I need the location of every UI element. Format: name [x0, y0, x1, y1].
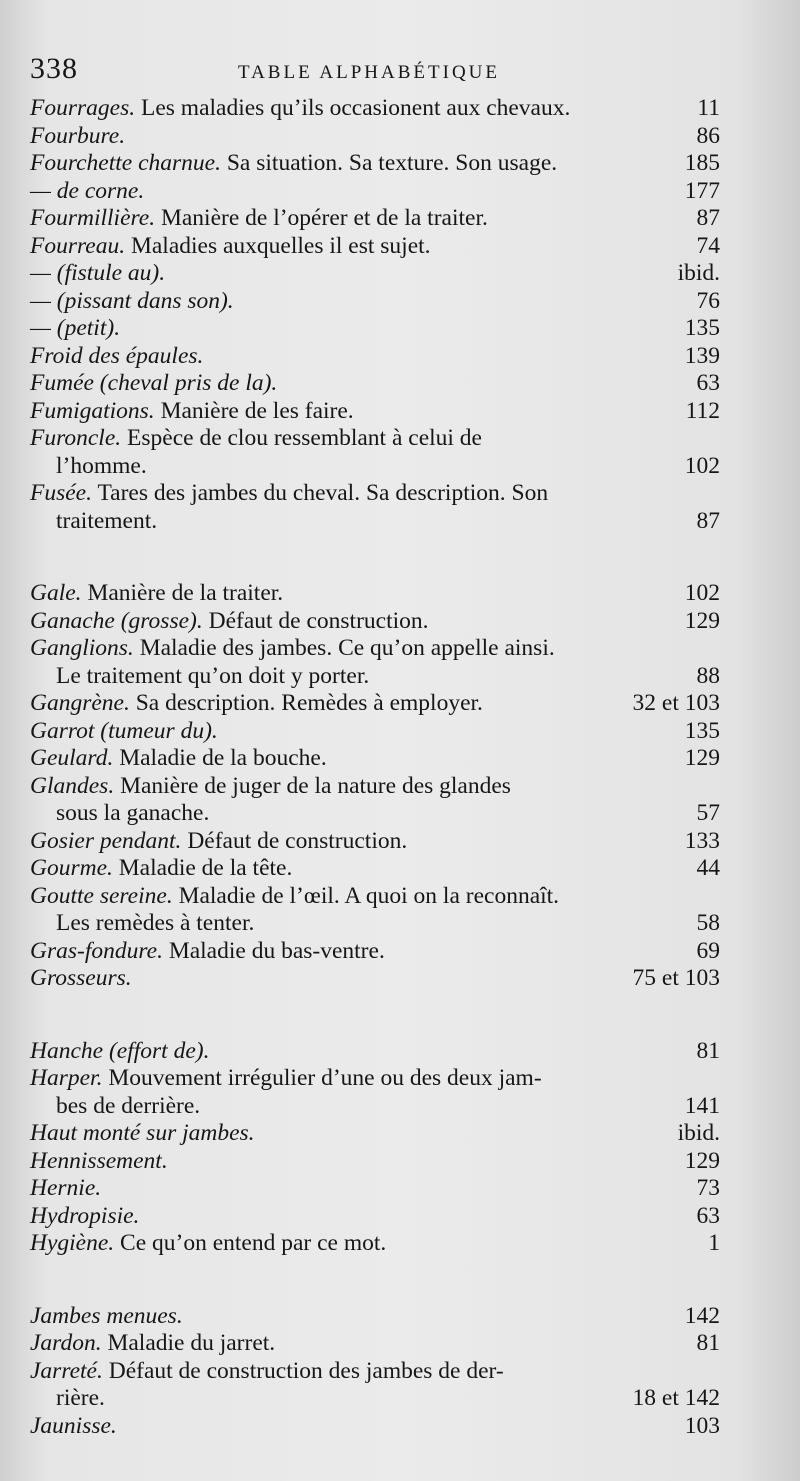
index-entry [30, 425, 720, 480]
entry-page-reference: 129 [684, 607, 720, 634]
entry-page-reference: 135 [684, 717, 720, 744]
index-entry [30, 1038, 720, 1066]
index-entry [30, 1203, 720, 1231]
entry-page-reference: 18 et 142 [632, 1385, 720, 1411]
index-section-h [30, 1038, 720, 1258]
entry-term: Fourreau. [30, 232, 126, 259]
index-entry [30, 1120, 720, 1148]
entry-term: Hernie. [30, 1175, 102, 1201]
index-entry [30, 745, 720, 773]
page-header [30, 52, 720, 92]
entry-page-reference: 177 [684, 177, 720, 204]
index-entry [30, 1065, 720, 1120]
index-entry [30, 178, 720, 206]
index-entry [30, 95, 720, 123]
index-entry [30, 370, 720, 398]
entry-continuation: l’homme. [56, 452, 147, 479]
entry-term: Fourmillière. [30, 205, 156, 231]
entry-page-reference: 63 [696, 1202, 720, 1229]
entry-term: Geulard. [30, 745, 114, 771]
index-entry [30, 288, 720, 316]
entry-term: Hennissement. [30, 1147, 168, 1174]
entry-page-reference: 1 [708, 1230, 720, 1256]
index-entry [30, 205, 720, 233]
entry-page-reference: 74 [696, 232, 720, 259]
index-entry [30, 1303, 720, 1331]
entry-term: Garrot (tumeur du). [30, 717, 218, 744]
index-entry [30, 1330, 720, 1358]
index-entry [30, 315, 720, 343]
entry-description: Les maladies qu’ils occasionent aux chevaux. [135, 95, 571, 121]
entry-description: Défaut de construction. [202, 607, 429, 634]
entry-term: Gourme. [30, 855, 113, 881]
entry-term: — de corne. [30, 177, 145, 204]
entry-page-reference: 86 [696, 122, 720, 149]
entry-description: Ce qu’on entend par ce mot. [114, 1230, 387, 1256]
index-entry [30, 1413, 720, 1441]
entry-page-reference: 11 [697, 95, 720, 121]
section-spacer [30, 535, 720, 580]
entry-term: Fumigations. [30, 397, 155, 424]
entry-description: Manière de les faire. [154, 397, 354, 424]
index-entry [30, 608, 720, 636]
entry-page-reference: 135 [684, 315, 720, 341]
index-entry [30, 1175, 720, 1203]
entry-page-reference: 76 [696, 287, 720, 314]
entry-term: — (pissant dans son). [30, 287, 234, 314]
entry-term: Furoncle. [30, 425, 122, 451]
entry-page-reference: 88 [696, 662, 720, 689]
running-title: TABLE ALPHABÉTIQUE [238, 62, 500, 83]
index-entry [30, 718, 720, 746]
entry-description: Maladie de la tête. [112, 855, 293, 881]
entry-term: Jambes menues. [30, 1302, 183, 1329]
entry-term: — (petit). [30, 315, 121, 341]
entry-page-reference: 73 [696, 1175, 720, 1201]
index-entry [30, 480, 720, 535]
index-section-j [30, 1303, 720, 1441]
index-entry [30, 1358, 720, 1413]
entry-page-reference: 185 [684, 150, 720, 176]
entry-term: Gras-fondure. [30, 937, 163, 964]
entry-page-reference: 75 et 103 [632, 965, 720, 991]
entry-term: Jarreté. [30, 1357, 103, 1384]
entry-term: Hanche (effort de). [30, 1037, 210, 1064]
entry-page-reference: 141 [684, 1092, 720, 1119]
entry-page-reference: 87 [696, 205, 720, 231]
entry-page-reference: 58 [696, 910, 720, 936]
page-number: 338 [30, 52, 78, 85]
entry-page-reference: 57 [696, 800, 720, 826]
index-entry [30, 260, 720, 288]
entry-description: Sa situation. Sa texture. Son usage. [220, 150, 558, 176]
index-entry [30, 580, 720, 608]
index-entries [30, 95, 720, 1440]
entry-continuation: traitement. [56, 507, 158, 534]
entry-term: Jardon. [30, 1330, 102, 1356]
entry-description: Sa description. Remèdes à employer. [129, 690, 483, 716]
index-entry [30, 773, 720, 828]
entry-description: Défaut de construction. [181, 827, 408, 854]
entry-continuation: Les remèdes à tenter. [56, 910, 255, 936]
entry-term: Goutte sereine. [30, 882, 173, 909]
entry-page-reference: 112 [685, 397, 720, 424]
entry-continuation: sous la ganache. [56, 800, 210, 826]
entry-page-reference: 63 [696, 370, 720, 396]
index-entry [30, 233, 720, 261]
entry-page-reference: 87 [696, 507, 720, 534]
index-entry [30, 343, 720, 371]
entry-term: Hygiène. [30, 1230, 115, 1256]
entry-description: Manière de juger de la nature des glandes [114, 772, 511, 799]
section-spacer [30, 1258, 720, 1303]
index-section-f [30, 95, 720, 535]
entry-description: Manière de l’opérer et de la traiter. [155, 205, 488, 231]
entry-page-reference: 142 [684, 1302, 720, 1329]
index-entry [30, 123, 720, 151]
index-entry [30, 1230, 720, 1258]
entry-description: Tares des jambes du cheval. Sa description. Son [92, 480, 549, 506]
index-section-g [30, 580, 720, 993]
entry-term: Fumée (cheval pris de la). [30, 370, 278, 396]
entry-page-reference: 103 [684, 1412, 720, 1439]
entry-page-reference: 102 [684, 452, 720, 479]
index-entry [30, 150, 720, 178]
entry-term: Harper. [30, 1065, 103, 1091]
entry-continuation: rière. [56, 1385, 105, 1411]
entry-term: Grosseurs. [30, 965, 132, 991]
entry-page-reference: 81 [696, 1037, 720, 1064]
index-entry [30, 883, 720, 938]
section-spacer [30, 993, 720, 1038]
entry-term: Fusée. [30, 480, 92, 506]
index-entry [30, 1148, 720, 1176]
entry-term: Fourrages. [30, 95, 136, 121]
entry-description: Maladie de la bouche. [113, 745, 327, 771]
entry-description: Maladie de l’œil. A quoi on la reconnaît. [172, 882, 560, 909]
index-entry [30, 635, 720, 690]
entry-description: Maladie du bas-ventre. [162, 937, 385, 964]
entry-description: Maladie des jambes. Ce qu’on appelle ainsi. [133, 635, 555, 661]
entry-term: Haut monté sur jambes. [30, 1120, 255, 1146]
index-entry [30, 855, 720, 883]
entry-term: Hydropisie. [30, 1202, 140, 1229]
entry-description: Manière de la traiter. [81, 580, 284, 606]
entry-term: Ganache (grosse). [30, 607, 203, 634]
entry-page-reference: 133 [684, 827, 720, 854]
entry-term: Gangrène. [30, 690, 130, 716]
entry-page-reference: 81 [696, 1330, 720, 1356]
entry-term: Froid des épaules. [30, 342, 204, 369]
index-entry [30, 828, 720, 856]
entry-term: Fourchette charnue. [30, 150, 221, 176]
entry-term: Fourbure. [30, 122, 126, 149]
entry-continuation: Le traitement qu’on doit y porter. [56, 662, 370, 689]
entry-page-reference: ibid. [677, 260, 720, 286]
entry-term: Ganglions. [30, 635, 134, 661]
index-entry [30, 690, 720, 718]
entry-term: Jaunisse. [30, 1412, 117, 1439]
entry-page-reference: 129 [684, 1147, 720, 1174]
entry-page-reference: 139 [684, 342, 720, 369]
index-entry [30, 965, 720, 993]
entry-description: Défaut de construction des jambes de der- [102, 1357, 504, 1384]
index-entry [30, 398, 720, 426]
entry-page-reference: ibid. [677, 1120, 720, 1146]
entry-term: Glandes. [30, 772, 115, 799]
entry-description: Espèce de clou ressemblant à celui de [121, 425, 482, 451]
entry-term: — (fistule au). [30, 260, 166, 286]
entry-page-reference: 32 et 103 [632, 690, 720, 716]
entry-term: Gosier pendant. [30, 827, 182, 854]
entry-page-reference: 102 [684, 580, 720, 606]
entry-description: Maladies auxquelles il est sujet. [125, 232, 431, 259]
entry-description: Maladie du jarret. [101, 1330, 276, 1356]
entry-page-reference: 129 [684, 745, 720, 771]
entry-page-reference: 44 [696, 855, 720, 881]
entry-continuation: bes de derrière. [56, 1092, 201, 1119]
index-entry [30, 938, 720, 966]
entry-page-reference: 69 [696, 937, 720, 964]
entry-term: Gale. [30, 580, 82, 606]
entry-description: Mouvement irrégulier d’une ou des deux jam- [102, 1065, 542, 1091]
